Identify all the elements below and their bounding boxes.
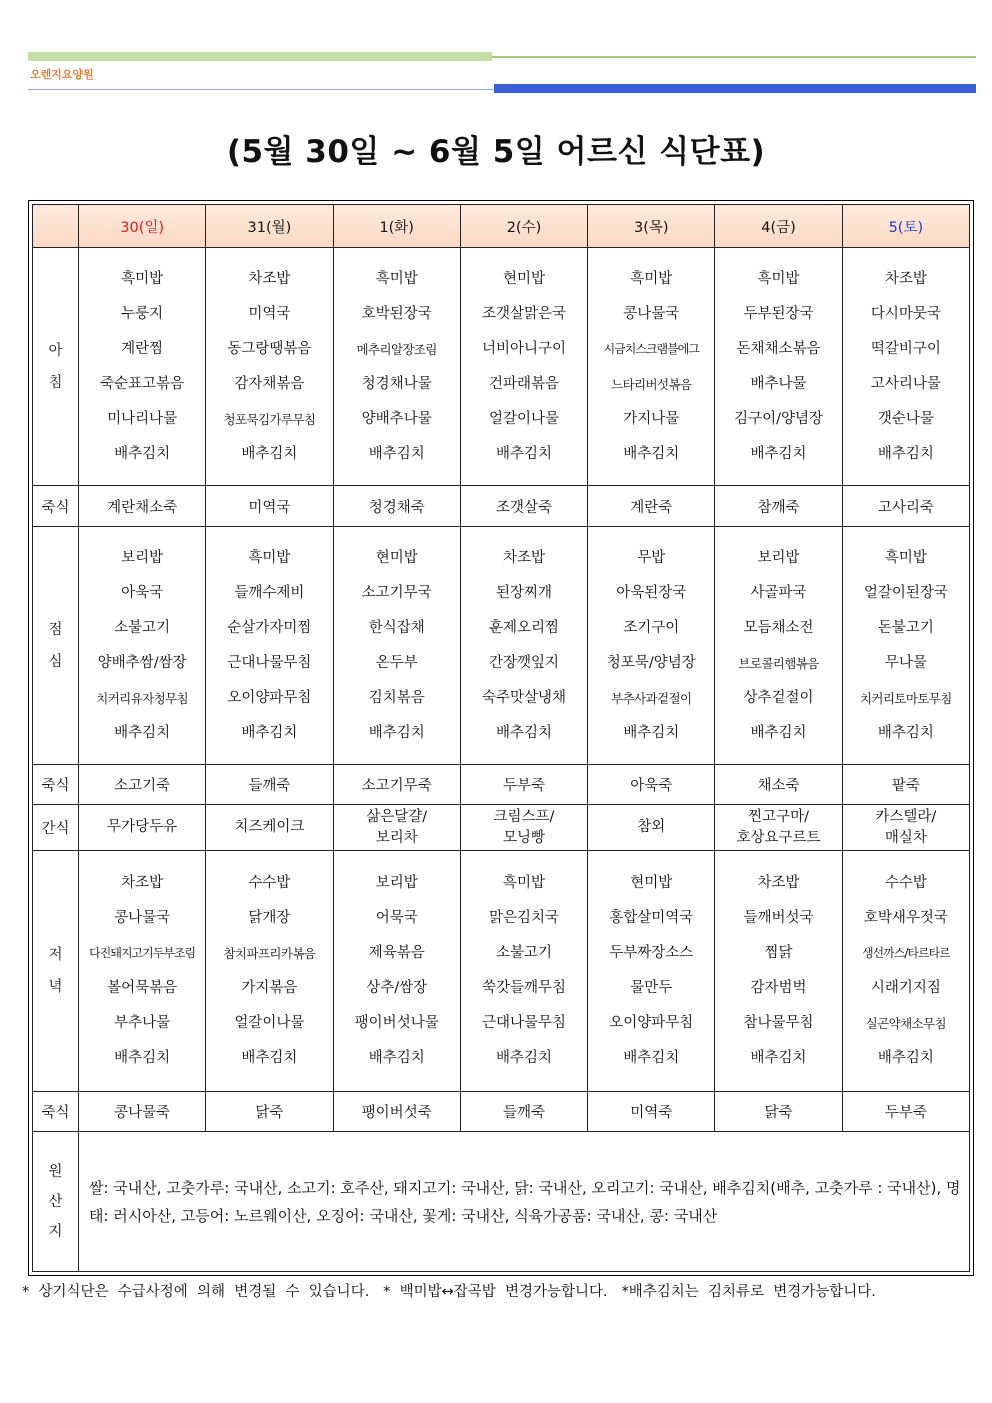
dinner-cell — [206, 851, 333, 1092]
header-green-line — [492, 56, 976, 58]
dish: 배추김치 — [877, 445, 934, 462]
dish: 누룽지 — [121, 305, 164, 322]
dish: 근대나물무침 — [227, 654, 312, 671]
dish: 보리밥 — [757, 549, 800, 566]
dish: 닭개장 — [248, 910, 291, 926]
dinner-cell — [842, 851, 969, 1092]
dish: 현미밥 — [630, 875, 673, 891]
dish: 배추김치 — [623, 724, 680, 741]
dish: 배추김치 — [750, 724, 807, 741]
breakfast-cell — [333, 248, 460, 486]
dish: 흑미밥 — [630, 270, 673, 287]
porridge-cell: 미역죽 — [588, 1092, 715, 1132]
dish: 찜닭 — [764, 945, 793, 961]
porridge-cell: 채소죽 — [715, 765, 842, 805]
dish: 오이양파무침 — [227, 689, 312, 706]
dish: 배추김치 — [241, 724, 298, 741]
porridge-cell: 두부죽 — [460, 765, 587, 805]
dish: 흑미밥 — [375, 270, 418, 287]
dish: 양배추나물 — [361, 410, 432, 427]
dish: 수수밥 — [248, 875, 291, 891]
dish: 배추김치 — [368, 445, 425, 462]
dish: 모듬채소전 — [743, 619, 814, 636]
snack-text: 삶은달걀/ — [366, 808, 428, 825]
dinner-label — [33, 851, 79, 1092]
dish: 어묵국 — [375, 910, 418, 926]
dinner-label-char: 녁 — [48, 979, 63, 995]
dish: 얼갈이된장국 — [863, 584, 948, 601]
dinner-cell — [79, 851, 206, 1092]
snack-cell — [715, 805, 842, 851]
day-header: 3(목) — [588, 205, 715, 248]
dish: 동그랑땡볶음 — [227, 340, 312, 357]
origin-label-char: 원 — [48, 1163, 63, 1180]
dish: 배추김치 — [495, 724, 552, 741]
porridge-cell: 닭죽 — [206, 1092, 333, 1132]
dish: 청포묵김가루무침 — [223, 411, 316, 427]
menu-table-frame — [28, 200, 974, 1276]
dish: 흑미밥 — [248, 549, 291, 566]
breakfast-cell — [842, 248, 969, 486]
header-green-bar — [28, 52, 492, 61]
day-header: 31(월) — [206, 205, 333, 248]
dish: 다시마뭇국 — [870, 305, 941, 322]
dish: 치커리유자청무침 — [96, 690, 189, 706]
snack-text: 호상요구르트 — [736, 829, 821, 846]
snack-text: 보리차 — [375, 829, 418, 846]
dish: 가지나물 — [623, 410, 680, 427]
dish: 배추김치 — [623, 1050, 680, 1066]
dish: 볼어묵볶음 — [107, 980, 178, 996]
snack-text: 무가당두유 — [107, 819, 178, 835]
dish: 시금치스크램블에그 — [603, 341, 699, 356]
dish: 보리밥 — [121, 549, 164, 566]
dish: 돈채채소볶음 — [736, 340, 821, 357]
dish: 흑미밥 — [121, 270, 164, 287]
snack-text: 치즈케이크 — [234, 819, 305, 835]
dish: 두부된장국 — [743, 305, 814, 322]
dish: 미역국 — [248, 305, 291, 322]
dinner-porridge-row — [33, 1092, 970, 1132]
dish: 참치파프리카볶음 — [223, 946, 316, 961]
dish: 콩나물국 — [623, 305, 680, 322]
dish: 조갯살맑은국 — [481, 305, 566, 322]
origin-label — [33, 1132, 79, 1272]
dish: 차조밥 — [121, 875, 164, 891]
day-header: 5(토) — [842, 205, 969, 248]
day-header-row — [33, 205, 970, 248]
dish: 미나리나물 — [107, 410, 178, 427]
dish: 온두부 — [375, 654, 418, 671]
breakfast-label-char: 아 — [48, 342, 63, 359]
snack-text: 참외 — [637, 819, 666, 835]
lunch-cell — [79, 527, 206, 765]
porridge-cell: 닭죽 — [715, 1092, 842, 1132]
porridge-cell: 콩나물죽 — [79, 1092, 206, 1132]
day-header: 30(일) — [79, 205, 206, 248]
porridge-label: 죽식 — [33, 486, 79, 527]
dish: 사골파국 — [750, 584, 807, 601]
dish: 한식잡채 — [368, 619, 425, 636]
snack-cell — [206, 805, 333, 851]
porridge-cell: 고사리죽 — [842, 486, 969, 527]
porridge-cell: 청경채죽 — [333, 486, 460, 527]
dish: 간장깻잎지 — [488, 654, 559, 671]
dish: 현미밥 — [375, 549, 418, 566]
breakfast-porridge-row — [33, 486, 970, 527]
breakfast-cell — [588, 248, 715, 486]
dish: 배추김치 — [750, 1050, 807, 1066]
dish: 들깨버섯국 — [743, 910, 814, 926]
dish: 김치볶음 — [368, 689, 425, 706]
lunch-cell — [842, 527, 969, 765]
lunch-cell — [588, 527, 715, 765]
lunch-cell — [715, 527, 842, 765]
breakfast-row — [33, 248, 970, 486]
snack-row — [33, 805, 970, 851]
dish: 참나물무침 — [743, 1015, 814, 1031]
dish: 아욱된장국 — [616, 584, 687, 601]
snack-cell — [588, 805, 715, 851]
dish: 흑미밥 — [757, 270, 800, 287]
dinner-cell — [333, 851, 460, 1092]
dinner-cell — [588, 851, 715, 1092]
brand-logo-text: 오렌지요양원 — [30, 68, 94, 81]
dish: 쑥갓들깨무침 — [481, 980, 566, 996]
origin-label-char: 지 — [48, 1223, 63, 1240]
day-header: 1(화) — [333, 205, 460, 248]
dish: 배추김치 — [877, 1050, 934, 1066]
dish: 순살가자미찜 — [227, 619, 312, 636]
dish: 배추나물 — [750, 375, 807, 392]
porridge-label: 죽식 — [33, 1092, 79, 1132]
footnote: * 상기식단은 수급사정에 의해 변경될 수 있습니다. * 백미밥↔잡곡밥 변경가능합니다. *배추김치는 김치류로 변경가능합니다. — [22, 1284, 876, 1300]
day-header: 2(수) — [460, 205, 587, 248]
dinner-row — [33, 851, 970, 1092]
breakfast-cell — [715, 248, 842, 486]
snack-label: 간식 — [33, 805, 79, 851]
dish: 오이양파무침 — [609, 1015, 694, 1031]
porridge-cell: 소고기무죽 — [333, 765, 460, 805]
lunch-row — [33, 527, 970, 765]
lunch-cell — [333, 527, 460, 765]
dish: 상추/쌈장 — [366, 980, 428, 996]
porridge-cell: 두부죽 — [842, 1092, 969, 1132]
dish: 배추김치 — [114, 724, 171, 741]
dish: 조기구이 — [623, 619, 680, 636]
dish: 배추김치 — [241, 1050, 298, 1066]
dish: 건파래볶음 — [488, 375, 559, 392]
dish: 배추김치 — [114, 445, 171, 462]
dish: 팽이버섯나물 — [354, 1015, 439, 1031]
dish: 훈제오리찜 — [488, 619, 559, 636]
porridge-cell: 팽이버섯죽 — [333, 1092, 460, 1132]
dish: 느타리버섯볶음 — [611, 376, 692, 392]
dish: 현미밥 — [502, 270, 545, 287]
dish: 소불고기 — [495, 945, 552, 961]
lunch-label-char: 점 — [48, 621, 63, 638]
porridge-cell: 아욱죽 — [588, 765, 715, 805]
dish: 부추사과겉절이 — [611, 690, 692, 706]
lunch-label-char: 심 — [48, 653, 63, 670]
dish: 호박된장국 — [361, 305, 432, 322]
dish: 김구이/양념장 — [734, 410, 824, 427]
porridge-cell: 조갯살죽 — [460, 486, 587, 527]
dish: 감자채볶음 — [234, 375, 305, 392]
breakfast-label — [33, 248, 79, 486]
dish: 양배추쌈/쌈장 — [97, 654, 187, 671]
dish: 근대나물무침 — [481, 1015, 566, 1031]
breakfast-cell — [79, 248, 206, 486]
menu-table — [32, 204, 970, 1272]
dish: 부추나물 — [114, 1015, 171, 1031]
dish: 상추겉절이 — [743, 689, 814, 706]
lunch-porridge-row — [33, 765, 970, 805]
dish: 배추김치 — [114, 1050, 171, 1066]
dish: 배추김치 — [368, 724, 425, 741]
dish: 배추김치 — [495, 445, 552, 462]
dish: 생선까스/타르타르 — [861, 946, 950, 960]
dish: 청경채나물 — [361, 375, 432, 392]
lunch-cell — [460, 527, 587, 765]
dish: 차조밥 — [502, 549, 545, 566]
dish: 고사리나물 — [870, 375, 941, 392]
snack-text: 매실차 — [884, 829, 927, 846]
dish: 배추김치 — [750, 445, 807, 462]
porridge-cell: 참깨죽 — [715, 486, 842, 527]
dish: 수수밥 — [884, 875, 927, 891]
origin-text: 쌀: 국내산, 고춧가루: 국내산, 소고기: 호주산, 돼지고기: 국내산, 닭: 국내산, 오리고기: 국내산, 배추김치(배추, 고춧가루 : 국내산), 명태: 러시아산, 고등어: 노르웨이산, 오징어: 국내산, 꽃게: 국내산, 식육가공품: 국내산, 콩: 국내산 — [79, 1132, 970, 1272]
dish: 흑미밥 — [884, 549, 927, 566]
dish: 죽순표고볶음 — [100, 375, 185, 392]
dish: 흑미밥 — [502, 875, 545, 891]
snack-text: 크림스프/ — [493, 808, 555, 825]
dish: 홍합살미역국 — [609, 910, 694, 926]
dish: 브로콜리햄볶음 — [738, 655, 819, 671]
dish: 너비아니구이 — [481, 340, 566, 357]
snack-text: 찐고구마/ — [748, 808, 809, 825]
dish: 치커리토마토무침 — [859, 690, 952, 706]
dish: 제육볶음 — [368, 945, 425, 961]
dish: 아욱국 — [121, 584, 164, 601]
day-header: 4(금) — [715, 205, 842, 248]
dish: 시래기지짐 — [870, 980, 941, 996]
dish: 숙주맛살냉채 — [481, 689, 566, 706]
origin-label-char: 산 — [48, 1193, 63, 1210]
dish: 호박새우젓국 — [863, 910, 948, 926]
dish: 갯순나물 — [877, 410, 934, 427]
dish: 콩나물국 — [114, 910, 171, 926]
dish: 들깨수제비 — [234, 584, 305, 601]
dish: 가지볶음 — [241, 980, 298, 996]
dish: 감자범벅 — [750, 980, 807, 996]
dish: 얼갈이나물 — [234, 1015, 305, 1031]
dish: 무나물 — [884, 654, 927, 671]
dish: 돈불고기 — [877, 619, 934, 636]
dinner-cell — [460, 851, 587, 1092]
breakfast-label-char: 침 — [48, 374, 63, 391]
snack-text: 모닝빵 — [502, 829, 545, 846]
snack-cell — [460, 805, 587, 851]
header-blue-bar — [494, 84, 976, 93]
porridge-cell: 팥죽 — [842, 765, 969, 805]
dish: 두부짜장소스 — [609, 945, 694, 961]
dish: 실곤약채소무침 — [865, 1016, 946, 1031]
dish: 소불고기 — [114, 619, 171, 636]
breakfast-cell — [460, 248, 587, 486]
porridge-cell: 계란채소죽 — [79, 486, 206, 527]
dish: 메추리알장조림 — [356, 341, 437, 357]
dish: 보리밥 — [375, 875, 418, 891]
dinner-label-char: 저 — [48, 947, 63, 963]
dish: 차조밥 — [248, 270, 291, 287]
lunch-cell — [206, 527, 333, 765]
dish: 배추김치 — [877, 724, 934, 741]
origin-row — [33, 1132, 970, 1272]
dish: 소고기무국 — [361, 584, 432, 601]
porridge-cell: 계란죽 — [588, 486, 715, 527]
snack-cell — [842, 805, 969, 851]
porridge-cell: 소고기죽 — [79, 765, 206, 805]
dish: 무밥 — [637, 549, 666, 566]
dish: 맑은김치국 — [488, 910, 559, 926]
dish: 배추김치 — [623, 445, 680, 462]
header-corner — [33, 205, 79, 248]
dish: 계란찜 — [121, 340, 164, 357]
dish: 배추김치 — [368, 1050, 425, 1066]
snack-cell — [333, 805, 460, 851]
dish: 차조밥 — [757, 875, 800, 891]
lunch-label — [33, 527, 79, 765]
dish: 된장찌개 — [495, 584, 552, 601]
snack-cell — [79, 805, 206, 851]
page-title: (5월 30일 ~ 6월 5일 어르신 식단표) — [226, 134, 766, 170]
breakfast-cell — [206, 248, 333, 486]
dish: 청포묵/양념장 — [606, 654, 696, 671]
dish: 배추김치 — [495, 1050, 552, 1066]
dish: 배추김치 — [241, 445, 298, 462]
porridge-cell: 들깨죽 — [206, 765, 333, 805]
dish: 차조밥 — [884, 270, 927, 287]
dish: 떡갈비구이 — [870, 340, 941, 357]
dish: 다진돼지고기두부조림 — [89, 946, 196, 960]
dish: 얼갈이나물 — [488, 410, 559, 427]
snack-text: 카스텔라/ — [875, 808, 937, 825]
porridge-cell: 미역국 — [206, 486, 333, 527]
dinner-cell — [715, 851, 842, 1092]
dish: 물만두 — [630, 980, 673, 996]
porridge-cell: 들깨죽 — [460, 1092, 587, 1132]
header-blue-line — [28, 89, 494, 90]
porridge-label: 죽식 — [33, 765, 79, 805]
